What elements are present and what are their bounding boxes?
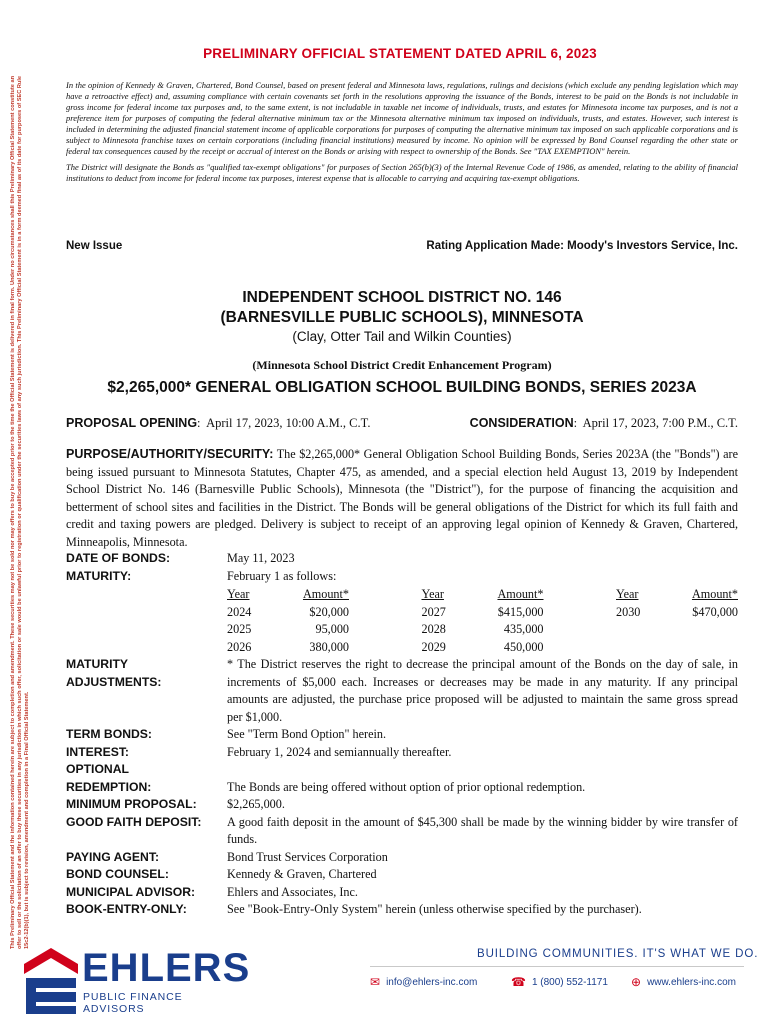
contact-phone[interactable] [511,975,608,989]
maturity-amount: $20,000 [309,604,349,619]
qualified-obligation-paragraph: The District will designate the Bonds as "qualified tax-exempt obligations" for purposes of Section 265(b)(3) of the Internal Revenue Code of 1986, as amended, relating to the ability of financial institutions to deduct from income for federal income tax purposes, interest expense that is allocable to carrying and acquiring tax-exempt obligations. [66,162,738,183]
phone-icon: ☎ [511,975,526,989]
maturity-amount: 95,000 [315,622,349,636]
maturity-year: 2027 [421,604,446,619]
amount-header: Amount* [497,587,544,601]
proposal-opening-value: April 17, 2023, 10:00 A.M., C.T. [206,416,371,430]
term-row-interest [66,744,738,762]
municipal-advisor-label: MUNICIPAL ADVISOR: [66,884,196,899]
amount-column [478,586,544,656]
maturity-intro: February 1 as follows: [227,568,337,583]
rating-label: Rating Application Made: Moody's Investors Service, Inc. [426,240,738,252]
maturity-value [227,568,738,657]
term-row-minimum-proposal [66,796,738,814]
maturity-year: 2025 [227,622,252,636]
optional-redemption-text: The Bonds are being offered without option of prior optional redemption. [227,779,586,794]
consideration-label: CONSIDERATION [469,416,574,430]
year-column [422,586,478,656]
year-header: Year [227,587,250,601]
date-of-bonds-value: May 11, 2023 [227,551,295,565]
year-column [616,586,672,656]
globe-icon: ⊕ [631,975,642,989]
opening-row [66,416,738,431]
footer-divider [370,966,744,967]
adjustments-label [66,656,227,726]
term-row-adjustments [66,656,738,726]
term-row-municipal-advisor [66,884,738,902]
minimum-proposal-label: MINIMUM PROPOSAL: [66,797,197,811]
adjustments-label-line2: ADJUSTMENTS: [66,674,162,689]
consideration: CONSIDERATION: April 17, 2023, 7:00 P.M., C.T. [469,416,738,430]
maturity-group [616,586,738,656]
paying-agent-value: Bond Trust Services Corporation [227,849,388,864]
year-column [227,586,283,656]
side-disclaimer [4,70,56,955]
maturity-group [422,586,544,656]
maturity-amount: 380,000 [309,639,349,654]
interest-label: INTEREST: [66,744,129,759]
term-row-maturity [66,568,738,657]
adjustments-label-line1: MATURITY [66,657,129,671]
year-header: Year [616,587,639,601]
maturity-table [227,586,738,656]
program-name: (Minnesota School District Credit Enhancement Program) [252,358,552,372]
amount-header: Amount* [691,587,738,601]
school-name: (BARNESVILLE PUBLIC SCHOOLS), MINNESOTA [220,309,584,326]
proposal-opening: PROPOSAL OPENING: April 17, 2023, 10:00 A.M., C.T. [66,416,371,430]
term-row-paying-agent [66,849,738,867]
bond-counsel-label: BOND COUNSEL: [66,867,169,881]
term-row-book-entry [66,901,738,919]
book-entry-value: See "Book-Entry-Only System" herein (unless otherwise specified by the purchaser). [227,902,642,916]
purpose-section [66,446,738,551]
maturity-label: MATURITY: [66,568,132,583]
maturity-amount: $470,000 [692,604,738,619]
amount-column [672,586,738,656]
preliminary-statement-title: PRELIMINARY OFFICIAL STATEMENT DATED APRIL 6, 2023 [203,46,597,61]
logo-wordmark: EHLERS [82,946,251,990]
date-of-bonds-label: DATE OF BONDS: [66,551,171,565]
district-name: INDEPENDENT SCHOOL DISTRICT NO. 146 [242,289,562,306]
contact-website[interactable] [631,975,736,989]
paying-agent-label: PAYING AGENT: [66,849,159,864]
bond-terms [66,550,738,919]
maturity-year: 2030 [616,604,641,619]
maturity-amount: 450,000 [503,639,544,654]
maturity-year: 2029 [421,639,446,654]
proposal-opening-label: PROPOSAL OPENING [66,416,198,430]
ehlers-logo-mark-icon [22,944,80,1016]
new-issue-label: New Issue [66,240,123,252]
bond-title-block [66,288,738,397]
tax-opinion-section [66,80,738,189]
bond-issue-title: $2,265,000* GENERAL OBLIGATION SCHOOL BUILDING BONDS, SERIES 2023A [107,379,697,396]
maturity-group [227,586,349,656]
optional-redemption-label [66,761,227,796]
term-row-good-faith-deposit [66,814,738,849]
maturity-year: 2026 [227,639,252,654]
term-bonds-label: TERM BONDS: [66,727,152,741]
website-text[interactable]: www.ehlers-inc.com [647,976,736,988]
bond-counsel-value: Kennedy & Graven, Chartered [227,867,377,881]
adjustments-value: * The District reserves the right to decrease the principal amount of the Bonds on the day of sale, in increments of $5,000 each. Increases or decreases may be made in any maturity. If any principal amounts are adjusted, the purchase price proposed will be adjusted to maintain the same gross spread per $1,000. [227,657,738,724]
counties: (Clay, Otter Tail and Wilkin Counties) [292,329,512,344]
optional-label-line2: REDEMPTION: [66,779,152,794]
tagline: BUILDING COMMUNITIES. IT'S WHAT WE DO. [477,948,759,960]
purpose-text: The $2,265,000* General Obligation School Building Bonds, Series 2023A (the "Bonds") are being issued pursuant to Minnesota Statutes, Chapter 475, as amended, and a special election held August 13, 2019 by Independent School District No. 146 (Barnesville Public Schools), Minnesota (the "District"), for the purpose of financing the acquisition and betterment of school sites and facilities in the District. The Bonds will be general obligations of the District for which its full faith and credit and taxing powers are pledged. Delivery is subject to receipt of an approving legal opinion of Kennedy & Graven, Chartered, Minneapolis, Minnesota. [66,447,739,549]
term-row-term-bonds [66,726,738,744]
term-row-bond-counsel [66,866,738,884]
envelope-icon: ✉ [370,975,381,989]
maturity-year: 2024 [227,604,252,619]
year-header: Year [421,587,444,601]
logo-subtitle: PUBLIC FINANCE ADVISORS [83,991,183,1015]
term-row-date [66,550,738,568]
term-row-optional-redemption [66,761,738,796]
optional-redemption-value [227,761,738,796]
email-text[interactable]: info@ehlers-inc.com [386,976,478,988]
interest-value: February 1, 2024 and semiannually thereafter. [227,744,452,759]
municipal-advisor-value: Ehlers and Associates, Inc. [227,884,358,899]
good-faith-deposit-value: A good faith deposit in the amount of $45,300 shall be made by the winning bidder by wire transfer of funds. [227,814,738,846]
term-bonds-value: See "Term Bond Option" herein. [227,727,387,741]
phone-text[interactable]: 1 (800) 552-1171 [531,976,608,988]
amount-column [283,586,349,656]
contact-email[interactable] [370,975,477,989]
tax-opinion-paragraph: In the opinion of Kennedy & Graven, Chartered, Bond Counsel, based on present federal and Minnesota laws, regulations, rulings and decisions (which exclude any pending legislation which may have a retroactive effect) and, assuming compliance with certain covenants set forth in the resolutions approving the issuance of the Bonds, interest to be paid on the Bonds is not includable in gross income for federal income tax purposes and, to the same extent, is not includable in taxable net income of individuals, trusts, and estates for Minnesota income tax purposes, and is not a preference item for purposes of computing the federal alternative minimum tax or the Minnesota alternative minimum tax imposed on individuals, trusts, and estates. However, such interest is included in determining the adjusted financial statement income of applicable corporations for purposes of computing the alternative minimum tax imposed on such applicable corporations and is subject to Minnesota franchise taxes on certain corporations (including financial institutions) measured by income. No opinion will be expressed by Bond Counsel regarding the other state or federal tax consequences caused by the receipt or accrual of interest on the Bonds or arising with respect to ownership of the Bonds. See "TAX EXEMPTION" herein. [66,80,738,156]
maturity-amount: $415,000 [497,604,544,619]
ehlers-logo [22,944,251,1016]
amount-header: Amount* [302,587,349,601]
purpose-label: PURPOSE/AUTHORITY/SECURITY: [66,447,274,461]
maturity-amount: 435,000 [503,622,544,636]
book-entry-label: BOOK-ENTRY-ONLY: [66,902,187,916]
maturity-year: 2028 [421,622,446,636]
side-disclaimer-text: This Preliminary Official Statement and the information contained herein are subject to completion and amendment. These securities may not be sold nor may offers to buy be accepted prior to the time the Official Statement is delivered in final form. Under no circumstances shall this Preliminary Official Statement constitute an offer to sell or the solicitation of an offer to buy these securities in any jurisdiction in which such offer, solicitation or sale would be unlawful prior to registration or qualification under the securities laws of any such jurisdiction. This Preliminary Official Statement is in a form deemed final as of its date for purposes of SEC Rule 15c2-12(b)(1), but is subject to revision, amendment and completion in a Final Official Statement. [10,76,31,949]
optional-label-line1: OPTIONAL [66,762,129,776]
good-faith-deposit-label: GOOD FAITH DEPOSIT: [66,814,202,829]
consideration-value: April 17, 2023, 7:00 P.M., C.T. [582,416,738,430]
issue-row [66,240,738,252]
minimum-proposal-value: $2,265,000. [227,797,285,811]
